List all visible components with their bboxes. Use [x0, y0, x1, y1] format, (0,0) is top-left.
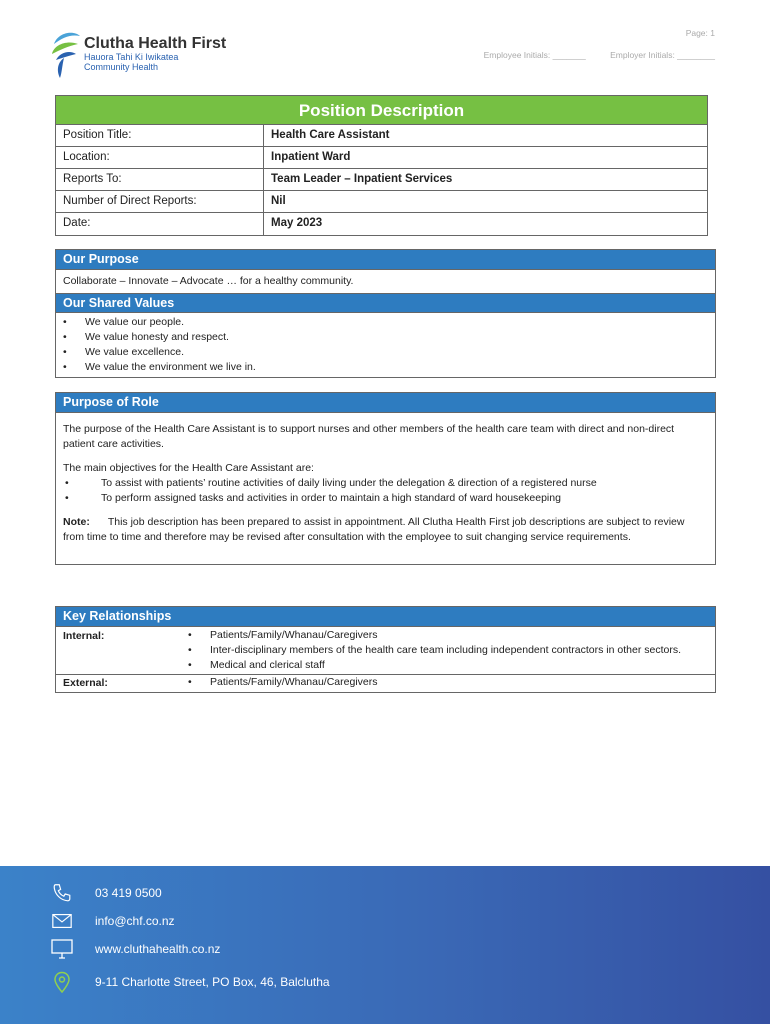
- position-description-heading: Position Description: [56, 96, 707, 125]
- footer-website: [50, 937, 220, 961]
- external-label: External:: [63, 677, 108, 689]
- row-value: Health Care Assistant: [271, 129, 390, 141]
- row-value: May 2023: [271, 217, 323, 229]
- row-label: Position Title:: [56, 125, 264, 146]
- note-label: Note:: [63, 516, 90, 528]
- list-item: • Inter-disciplinary members of the health care team including independent contractors in other sectors.: [188, 643, 707, 658]
- page-number: Page: 1: [685, 28, 715, 38]
- purpose-text: Collaborate – Innovate – Advocate … for a healthy community.: [56, 269, 715, 293]
- list-item: • To perform assigned tasks and activities in order to maintain a high standard of ward housekeeping: [63, 491, 708, 506]
- list-item: • Patients/Family/Whanau/Caregivers: [188, 675, 707, 690]
- logo-subtitle-maori: Hauora Tahi Ki Iwikatea: [84, 52, 179, 62]
- purpose-of-role-box: [55, 392, 716, 565]
- table-row: [56, 147, 707, 169]
- row-value: Nil: [271, 195, 286, 207]
- relationships-heading: Key Relationships: [56, 607, 715, 626]
- internal-list: [164, 628, 715, 673]
- initials-line: [462, 50, 715, 60]
- role-note: [63, 515, 708, 545]
- website-link[interactable]: www.cluthahealth.co.nz: [95, 942, 221, 956]
- list-item: • We value honesty and respect.: [63, 330, 708, 345]
- header-meta: [462, 28, 715, 60]
- row-label: Number of Direct Reports:: [56, 191, 264, 212]
- table-row: [56, 213, 707, 235]
- list-item: • Patients/Family/Whanau/Caregivers: [188, 628, 707, 643]
- list-item: • To assist with patients’ routine activities of daily living under the delegation & direction of a registered nurse: [63, 476, 708, 491]
- values-list: [56, 312, 715, 377]
- footer-address: [50, 970, 330, 994]
- purpose-values-box: [55, 249, 716, 378]
- footer-phone: [50, 881, 162, 905]
- table-row: [56, 191, 707, 213]
- phone-number[interactable]: 03 419 0500: [95, 886, 162, 900]
- objectives-intro: The main objectives for the Health Care Assistant are:: [63, 462, 314, 474]
- monitor-icon: [50, 937, 74, 961]
- logo-title: Clutha Health First: [84, 35, 227, 52]
- location-pin-icon: [50, 970, 74, 994]
- internal-row: [56, 626, 715, 674]
- logo-mark-icon: [50, 30, 82, 80]
- role-body: [56, 412, 715, 564]
- table-row: [56, 169, 707, 191]
- internal-label: Internal:: [63, 630, 105, 642]
- position-description-table: [55, 95, 708, 236]
- table-row: [56, 125, 707, 147]
- row-value: Inpatient Ward: [271, 151, 351, 163]
- phone-icon: [50, 881, 74, 905]
- row-value: Team Leader – Inpatient Services: [271, 173, 453, 185]
- address-text: 9-11 Charlotte Street, PO Box, 46, Balclutha: [95, 975, 330, 989]
- list-item: • We value our people.: [63, 315, 708, 330]
- employer-initials: Employer Initials: ________: [610, 50, 715, 60]
- list-item: • Medical and clerical staff: [188, 658, 707, 673]
- role-intro: The purpose of the Health Care Assistant is to support nurses and other members of the health care team with direct and non-direct patient care activities.: [63, 423, 675, 450]
- purpose-heading: Our Purpose: [56, 250, 715, 269]
- values-heading: Our Shared Values: [56, 293, 715, 312]
- list-item: • We value the environment we live in.: [63, 360, 708, 375]
- footer: [0, 866, 770, 1024]
- employee-initials: Employee Initials: _______: [483, 50, 586, 60]
- logo-subtitle-english: Community Health: [84, 62, 159, 72]
- logo: [50, 30, 250, 82]
- footer-email: [50, 909, 175, 933]
- email-link[interactable]: info@chf.co.nz: [95, 914, 175, 928]
- external-row: [56, 674, 715, 692]
- envelope-icon: [50, 909, 74, 933]
- role-heading: Purpose of Role: [56, 393, 715, 412]
- external-list: [164, 675, 715, 691]
- objectives-list: [63, 476, 708, 506]
- row-label: Location:: [56, 147, 264, 168]
- row-label: Reports To:: [56, 169, 264, 190]
- row-label: Date:: [56, 213, 264, 235]
- key-relationships-box: [55, 606, 716, 693]
- note-text: This job description has been prepared to assist in appointment. All Clutha Health First job descriptions are subject to review from time to time and therefore may be revised after consultation with the employee to suit changing service requirements.: [63, 516, 685, 543]
- list-item: • We value excellence.: [63, 345, 708, 360]
